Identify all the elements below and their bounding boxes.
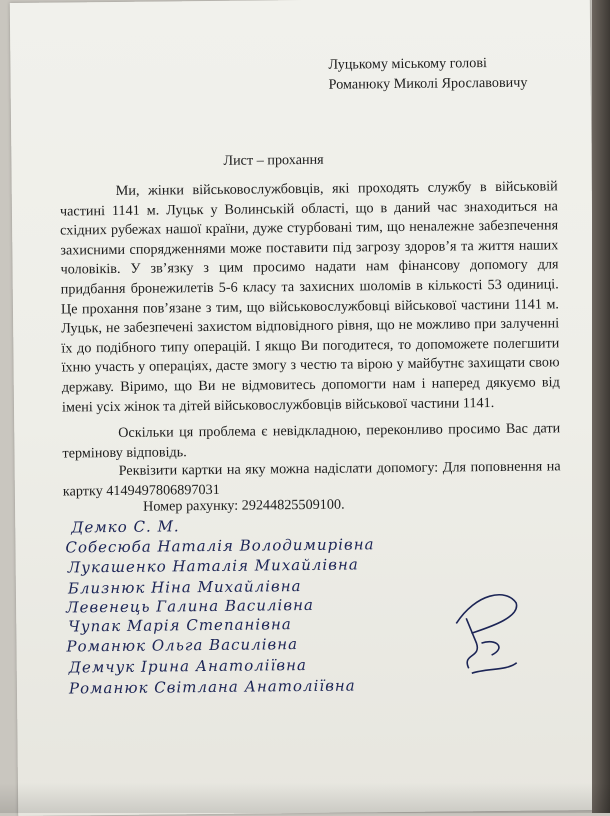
- signature-line-8: Демчук Ірина Анатоліївна: [68, 655, 307, 677]
- body-paragraph-2: Оскільки ця проблема є невідкладною, переконливо просимо Вас дати термінову відповідь.: [62, 420, 561, 462]
- handwritten-signature-flourish: [446, 583, 527, 694]
- addressee-line-2: Романюку Миколі Ярославовичу: [328, 74, 528, 93]
- signature-line-5: Левенець Галина Василівна: [65, 595, 314, 617]
- letter-title: Лист – прохання: [223, 151, 324, 169]
- signature-line-1: Демко С. М.: [71, 517, 180, 537]
- account-number-line: Номер рахунку: 29244825509100.: [142, 496, 345, 515]
- signature-line-3: Лукашенко Наталія Михайлівна: [67, 555, 359, 577]
- signature-line-2: Собесюба Наталія Володимирівна: [65, 535, 375, 557]
- signature-line-9: Романюк Світлана Анатоліївна: [68, 676, 356, 698]
- body-paragraph-1: Ми, жінки військовослужбовців, які проходять службу в військовій частині 1141 м. Луцьк у Волинській області, що в даний час знаходиться на східних рубежах нашої країни, дуже стурбовані тим, що неналежне забезпечення захисними спорядженнями може поставити під загрозу здоров’я та життя наших чоловіків. У зв’язку з цим просимо надати нам фінансову допомогу для придбання бронежилетів 5-6 класу та захисних шоломів в кількості 53 одиниці. Це прохання пов’язане з тим, що військовослужбовці військової частини 1141 м. Луцьк, не забезпечені захистом відповідного рівня, що не можливо при залученні їх до подібного типу операцій. І якщо Ви погодитеся, то допоможете полегшити їхню участь у операціях, дасте змогу з честю та вірою у майбутнє захищати свою державу. Віримо, що Ви не відмовитесь допомогти нам і наперед дякуємо від імені усіх жінок та дітей військовослужбовців військової частини 1141.: [59, 178, 560, 416]
- photo-bottom-shadow: [0, 783, 610, 813]
- signature-line-7: Романюк Ольга Василівна: [66, 635, 299, 656]
- letter-page: [10, 0, 598, 816]
- addressee-line-1: Луцькому міському голові: [328, 55, 488, 73]
- signature-line-4: Близнюк Ніна Михайлівна: [67, 577, 302, 598]
- card-details-paragraph: Реквізити картки на яку можна надіслати допомогу: Для поповнення на картку 4149497806897031: [62, 458, 561, 500]
- signature-line-6: Чупак Марія Степанівна: [68, 615, 292, 636]
- addressee-block: [328, 53, 527, 95]
- desk-background-edge: [592, 0, 610, 813]
